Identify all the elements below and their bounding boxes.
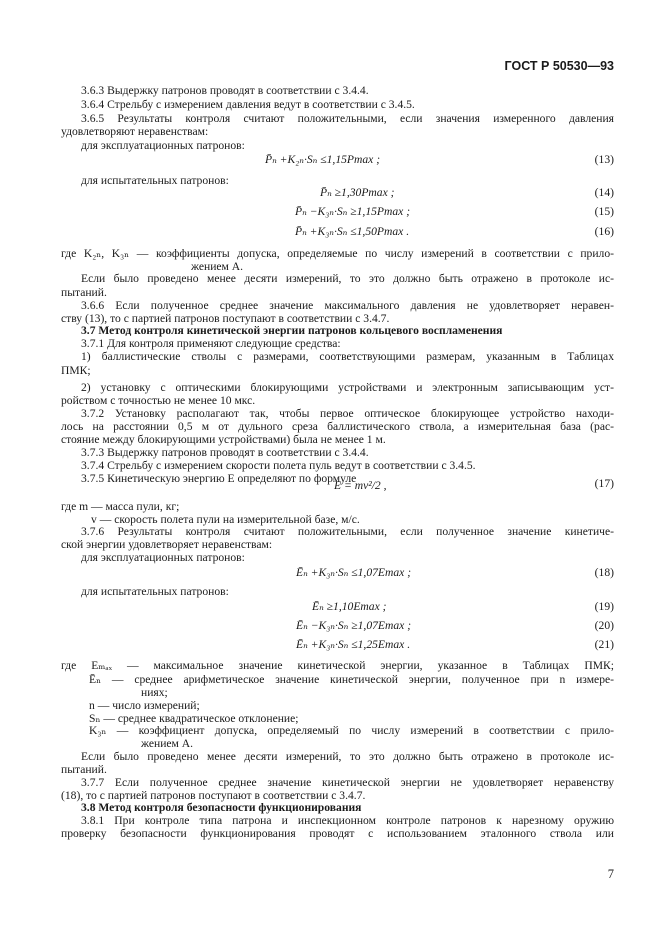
formula: Ēₙ ≥1,10Emax ; xyxy=(312,600,387,613)
text-line: n — число измерений; xyxy=(89,699,200,712)
text-line: 3.6.5 Результаты контроля считают положительными, если значения измеренного давления xyxy=(81,112,614,125)
formula: P̄ₙ +K₂ₙ·Sₙ ≤1,15Pmax ; xyxy=(265,153,381,166)
text-line: жением А. xyxy=(141,737,194,750)
section-heading: 3.7 Метод контроля кинетической энергии патронов кольцевого воспламенения xyxy=(81,324,503,337)
formula: P̄ₙ ≥1,30Pmax ; xyxy=(320,186,395,199)
equation-number: (21) xyxy=(594,638,614,651)
equation-number: (16) xyxy=(594,225,614,238)
text-line: где m — масса пули, кг; xyxy=(61,500,180,513)
formula: E = mv²/2 , xyxy=(334,479,387,492)
text-line: v — скорость полета пули на измерительной базе, м/с. xyxy=(91,513,360,526)
text-line: где Eₘₐₓ — максимальное значение кинетической энергии, указанное в Таблицах ПМК; xyxy=(61,659,614,672)
text-line: проверку безопасности функционирования проводят с использованием эталонного ствола или xyxy=(61,827,614,840)
text-line: пытаний. xyxy=(61,763,107,776)
text-line: стояние между блокирующими устройствами) была не менее 1 м. xyxy=(61,433,386,446)
text-line: K₃ₙ — коэффициент допуска, определяемый по числу измерений в соответствии с прило- xyxy=(89,724,614,737)
text-line: для испытательных патронов: xyxy=(81,585,229,598)
text-line: ству (13), то с партией патронов поступают в соответствии с 3.4.7. xyxy=(61,312,390,325)
text-line: Если было проведено менее десяти измерений, то это должно быть отражено в протоколе ис- xyxy=(81,750,614,763)
equation-number: (15) xyxy=(594,205,614,218)
text-line: 3.6.4 Стрельбу с измерением давления ведут в соответствии с 3.4.5. xyxy=(81,98,415,111)
formula: P̄ₙ −K₃ₙ·Sₙ ≥1,15Pmax ; xyxy=(295,205,411,218)
formula: Ēₙ +K₃ₙ·Sₙ ≤1,07Emax ; xyxy=(296,566,412,579)
text-line: 3.7.7 Если полученное среднее значение кинетической энергии не удовлетворяет неравенству xyxy=(81,776,614,789)
text-line: 3.7.6 Результаты контроля считают положительными, если полученное значение кинетиче- xyxy=(81,525,614,538)
formula: Ēₙ −K₃ₙ·Sₙ ≥1,07Emax ; xyxy=(296,619,412,632)
equation-number: (18) xyxy=(594,566,614,579)
equation-number: (14) xyxy=(594,186,614,199)
text-line: лось на расстоянии 0,5 м от дульного среза баллистического ствола, а измерительная база (рас- xyxy=(61,420,614,433)
text-line: 3.7.2 Установку располагают так, чтобы первое оптическое блокирующее устройство находи- xyxy=(81,407,614,420)
text-line: 3.7.5 Кинетическую энергию E определяют по формуле xyxy=(81,472,357,485)
text-line: удовлетворяют неравенствам: xyxy=(61,125,209,138)
text-line: где K₂ₙ, K₃ₙ — коэффициенты допуска, определяемые по числу измерений в соответствии с прило- xyxy=(61,247,614,260)
formula: Ēₙ +K₃ₙ·Sₙ ≤1,25Emax . xyxy=(296,638,411,651)
text-line: пытаний. xyxy=(61,286,107,299)
equation-number: (19) xyxy=(594,600,614,613)
equation-number: (17) xyxy=(594,477,614,490)
section-heading: 3.8 Метод контроля безопасности функционирования xyxy=(81,801,362,814)
equation-number: (20) xyxy=(594,619,614,632)
text-line: ниях; xyxy=(141,686,168,699)
text-line: жением А. xyxy=(191,260,244,273)
text-line: 1) баллистические стволы с размерами, соответствующими размерам, указанным в Таблицах xyxy=(81,350,614,363)
text-line: 3.6.3 Выдержку патронов проводят в соответствии с 3.4.4. xyxy=(81,84,369,97)
text-line: 2) установку с оптическими блокирующими устройствами и электронным записывающим уст- xyxy=(81,381,614,394)
text-line: 3.7.1 Для контроля применяют следующие средства: xyxy=(81,337,341,350)
text-line: Ēₙ — среднее арифметическое значение кинетической энергии, полученное при n измере- xyxy=(89,673,614,686)
text-line: 3.8.1 При контроле типа патрона и инспекционном контроле патронов к нарезному оружию xyxy=(81,814,614,827)
equation-number: (13) xyxy=(594,153,614,166)
text-line: для эксплуатационных патронов: xyxy=(81,551,245,564)
text-line: (18), то с партией патронов поступают в соответствии с 3.4.7. xyxy=(61,789,366,802)
text-line: 3.6.6 Если полученное среднее значение максимального давления не удовлетворяет неравен- xyxy=(81,299,614,312)
text-line: для испытательных патронов: xyxy=(81,174,229,187)
page-number: 7 xyxy=(607,867,614,881)
text-line: для эксплуатационных патронов: xyxy=(81,139,245,152)
text-line: 3.7.4 Стрельбу с измерением скорости полета пуль ведут в соответствии с 3.4.5. xyxy=(81,459,476,472)
text-line: Если было проведено менее десяти измерений, то это должно быть отражено в протоколе ис- xyxy=(81,272,614,285)
text-line: 3.7.3 Выдержку патронов проводят в соответствии с 3.4.4. xyxy=(81,446,369,459)
text-line: ройством с точностью не менее 10 мкс. xyxy=(61,394,256,407)
text-line: Sₙ — среднее квадратическое отклонение; xyxy=(89,712,299,725)
text-line: ПМК; xyxy=(61,364,91,377)
formula: P̄ₙ +K₃ₙ·Sₙ ≤1,50Pmax . xyxy=(295,225,410,238)
text-line: ской энергии удовлетворяет неравенствам: xyxy=(61,538,273,551)
page-header-standard: ГОСТ Р 50530—93 xyxy=(504,59,614,73)
